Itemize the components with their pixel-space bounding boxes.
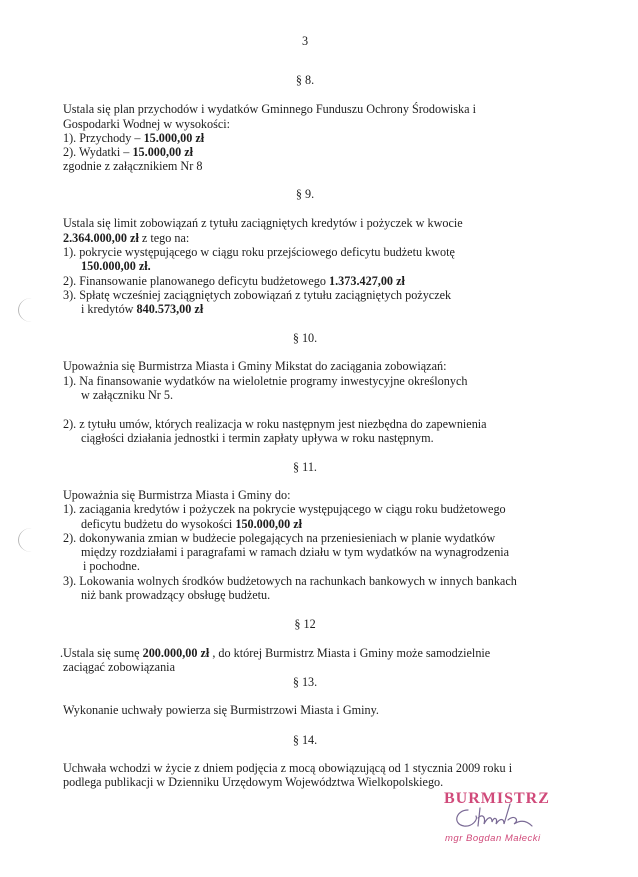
deficit-limit-amount: 150.000,00 zł bbox=[235, 517, 303, 531]
section-11-line-3: deficytu budżetu do wysokości 150.000,00 zł bbox=[81, 517, 303, 531]
section-8-heading: § 8. bbox=[295, 73, 315, 87]
section-8-line-1: Ustala się plan przychodów i wydatków Gminnego Funduszu Ochrony Środowiska i bbox=[63, 102, 476, 116]
income-amount: 15.000,00 zł bbox=[143, 131, 205, 145]
commitment-sum-amount: 200.000,00 zł bbox=[142, 646, 210, 660]
section-11-line-8: niż bank prowadzący obsługę budżetu. bbox=[81, 588, 271, 602]
section-9-line-2: 2.364.000,00 zł z tego na: bbox=[63, 231, 190, 245]
page-number: 3 bbox=[301, 34, 309, 48]
section-9-line-5: 2). Finansowanie planowanego deficytu budżetowego 1.373.427,00 zł bbox=[63, 274, 405, 288]
section-9-line-6: 3). Spłatę wcześniej zaciągniętych zobowiązań z tytułu zaciągniętych pożyczek bbox=[63, 288, 452, 302]
section-9-line-1: Ustala się limit zobowiązań z tytułu zaciągniętych kredytów i pożyczek w kwocie bbox=[63, 216, 463, 230]
section-12-heading: § 12 bbox=[294, 617, 316, 631]
section-9-line-7: i kredytów 840.573,00 zł bbox=[81, 302, 204, 316]
section-13-line-1: Wykonanie uchwały powierza się Burmistrzowi Miasta i Gminy. bbox=[63, 703, 379, 717]
section-11-line-4: 2). dokonywania zmian w budżecie polegających na przeniesieniach w planie wydatków bbox=[63, 531, 496, 545]
section-10-heading: § 10. bbox=[292, 331, 318, 345]
section-11-line-5: między rozdziałami i paragrafami w ramach działu w tym wydatków na wynagrodzenia bbox=[81, 545, 510, 559]
section-9-line-3: 1). pokrycie występującego w ciągu roku przejściowego deficytu budżetu kwotę bbox=[63, 245, 455, 259]
stamp-name: mgr Bogdan Małecki bbox=[445, 833, 541, 844]
section-9-line-4 bbox=[81, 259, 151, 273]
binder-hole-mark bbox=[18, 298, 45, 322]
handwritten-signature bbox=[448, 798, 538, 834]
expenses-amount: 15.000,00 zł bbox=[132, 145, 194, 159]
stamp-title: BURMISTRZ bbox=[444, 790, 550, 807]
section-12-line-2: zaciągać zobowiązania bbox=[63, 660, 175, 674]
section-14-heading: § 14. bbox=[292, 733, 318, 747]
section-10-line-2: 1). Na finansowanie wydatków na wieloletnie programy inwestycyjne określonych bbox=[63, 374, 468, 388]
planned-deficit-amount: 1.373.427,00 zł bbox=[329, 274, 405, 288]
deficit-coverage-amount: 150.000,00 zł. bbox=[81, 259, 151, 273]
section-10-line-5: ciągłości działania jednostki i termin zapłaty upływa w roku następnym. bbox=[81, 431, 434, 445]
section-11-line-6: i pochodne. bbox=[83, 559, 140, 573]
section-14-line-1: Uchwała wchodzi w życie z dniem podjęcia z mocą obowiązującą od 1 stycznia 2009 roku i bbox=[63, 761, 513, 775]
section-8-line-3 bbox=[63, 131, 204, 145]
section-11-line-7: 3). Lokowania wolnych środków budżetowych na rachunkach bankowych w innych bankach bbox=[63, 574, 517, 588]
section-12-line-1: .Ustala się sumę 200.000,00 zł , do której Burmistrz Miasta i Gminy może samodzielnie bbox=[60, 646, 491, 660]
section-11-heading: § 11. bbox=[293, 460, 317, 474]
repayment-amount: 840.573,00 zł bbox=[136, 302, 204, 316]
section-8-line-2: Gospodarki Wodnej w wysokości: bbox=[63, 117, 231, 131]
section-9-heading: § 9. bbox=[295, 187, 315, 201]
income-label: 1). Przychody – bbox=[63, 131, 144, 145]
section-10-line-1: Upoważnia się Burmistrza Miasta i Gminy Mikstat do zaciągania zobowiązań: bbox=[63, 359, 447, 373]
limit-amount: 2.364.000,00 zł bbox=[63, 231, 139, 245]
section-8-line-4 bbox=[63, 145, 193, 159]
section-11-line-1: Upoważnia się Burmistrza Miasta i Gminy do: bbox=[63, 488, 291, 502]
expenses-label: 2). Wydatki – bbox=[63, 145, 133, 159]
section-10-line-3: w załączniku Nr 5. bbox=[81, 388, 174, 402]
section-8-line-5: zgodnie z załącznikiem Nr 8 bbox=[63, 159, 203, 173]
section-10-line-4: 2). z tytułu umów, których realizacja w roku następnym jest niezbędna do zapewnienia bbox=[63, 417, 487, 431]
binder-hole-mark bbox=[18, 528, 45, 552]
section-14-line-2: podlega publikacji w Dzienniku Urzędowym Województwa Wielkopolskiego. bbox=[63, 775, 444, 789]
section-11-line-2: 1). zaciągania kredytów i pożyczek na pokrycie występującego w ciągu roku budżetowego bbox=[63, 502, 506, 516]
section-13-heading: § 13. bbox=[292, 675, 318, 689]
